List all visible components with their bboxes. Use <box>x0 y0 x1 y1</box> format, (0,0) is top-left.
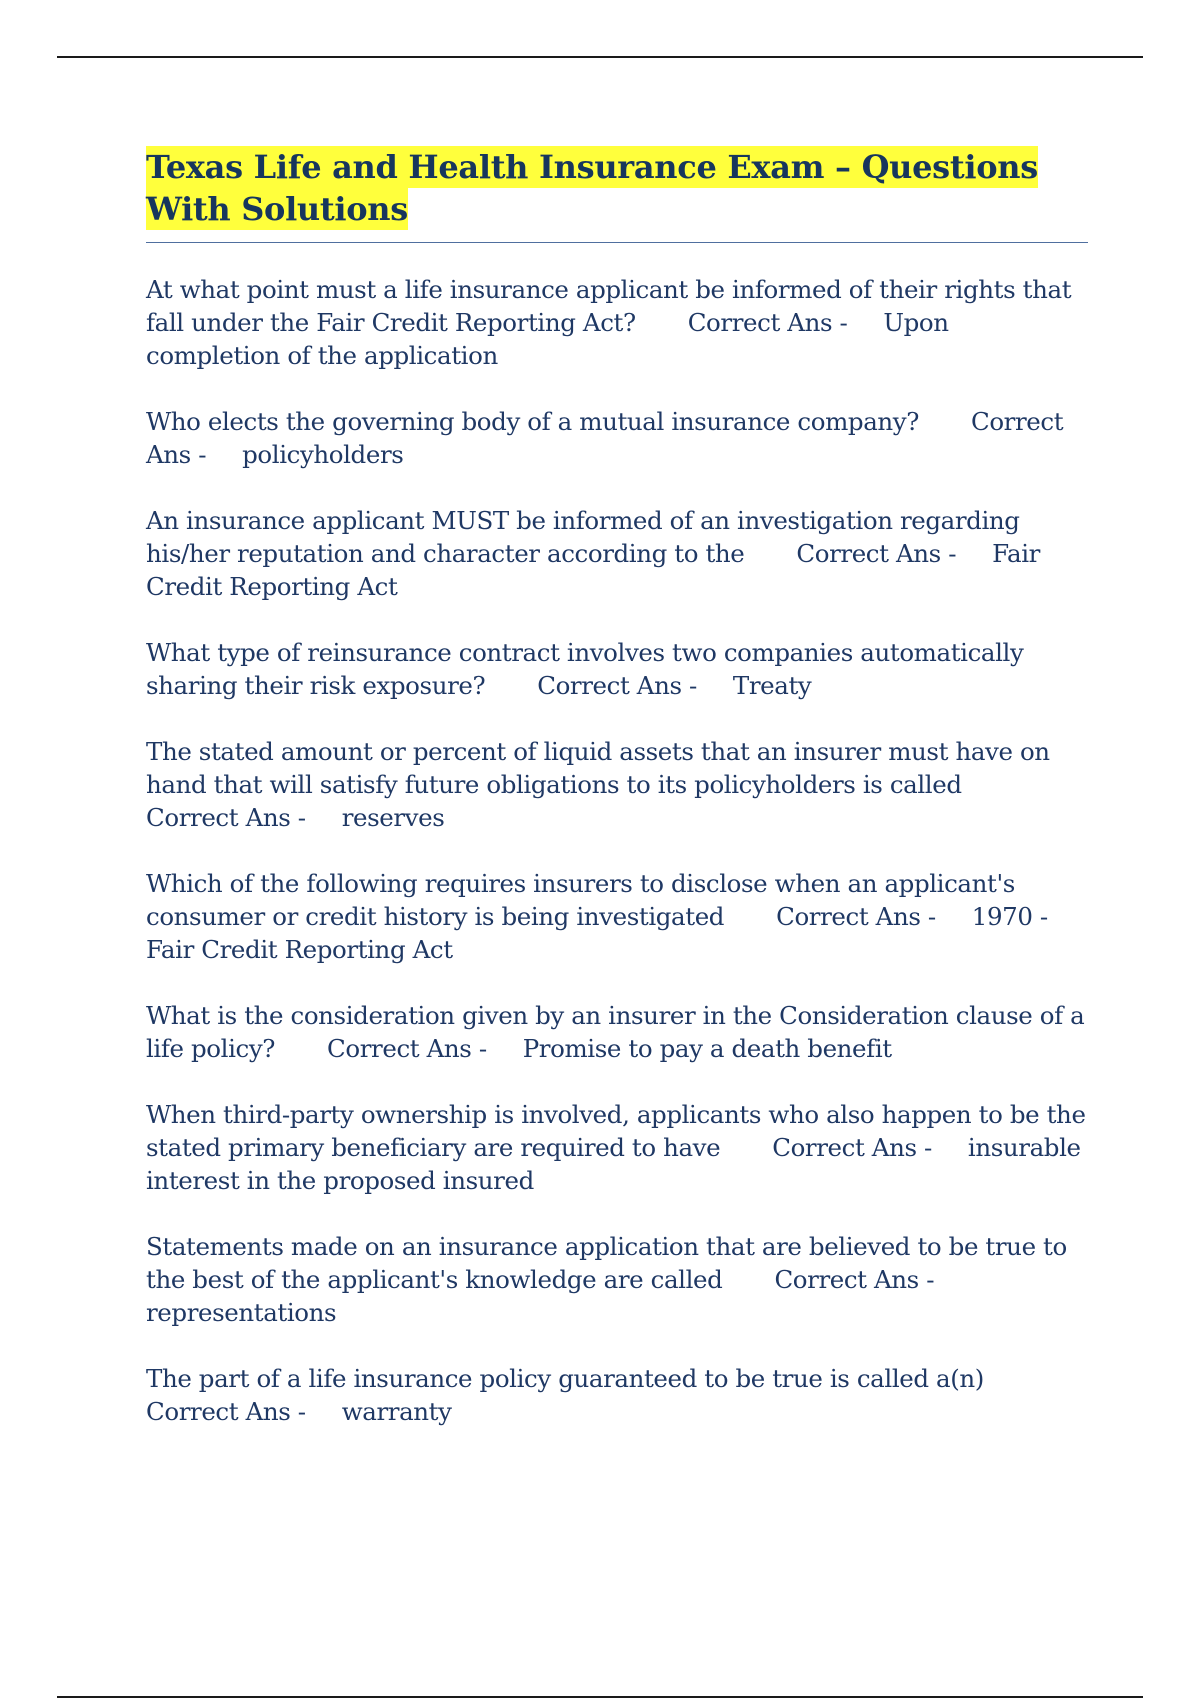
question-text: Which of the following requires insurers to disclose when an applicant's consumer or credit history is being investigated <box>146 869 1015 931</box>
answer-text: Fair Credit Reporting Act <box>146 539 1040 601</box>
answer-text: warranty <box>341 1397 452 1426</box>
question-text: Statements made on an insurance application that are believed to be true to the best of the applicant's knowledge are called <box>146 1232 1067 1294</box>
answer-label: Correct Ans - <box>146 1397 306 1426</box>
header-rule <box>57 56 1143 58</box>
title-text: Texas Life and Health Insurance Exam – Questions With Solutions <box>146 148 1038 228</box>
qa-item <box>146 504 1088 603</box>
qa-item <box>146 999 1088 1065</box>
qa-item <box>146 735 1088 834</box>
answer-text: policyholders <box>242 440 404 469</box>
answer-text: insurable interest in the proposed insured <box>146 1133 1081 1195</box>
question-text: What type of reinsurance contract involves two companies automatically sharing their risk exposure? <box>146 638 1024 700</box>
qa-list <box>146 273 1088 1428</box>
document-body <box>146 146 1088 1461</box>
question-text: The stated amount or percent of liquid assets that an insurer must have on hand that will satisfy future obligations to its policyholders is called <box>146 737 1050 799</box>
qa-item <box>146 636 1088 702</box>
answer-label: Correct Ans - <box>796 539 957 568</box>
footer-rule <box>57 1696 1143 1698</box>
answer-label: Correct Ans - <box>327 1034 487 1063</box>
qa-item <box>146 1098 1088 1197</box>
answer-text: reserves <box>341 803 445 832</box>
question-text: Who elects the governing body of a mutual insurance company? <box>146 407 919 436</box>
page-title <box>146 146 1088 230</box>
answer-label: Correct Ans - <box>776 902 936 931</box>
qa-item <box>146 405 1088 471</box>
answer-text: Promise to pay a death benefit <box>522 1034 892 1063</box>
answer-label: Correct Ans - <box>772 1133 932 1162</box>
question-text: The part of a life insurance policy guaranteed to be true is called a(n) <box>146 1364 984 1393</box>
question-text: An insurance applicant MUST be informed of an investigation regarding his/her reputation and character according to the <box>146 506 1020 568</box>
question-text: What is the consideration given by an insurer in the Consideration clause of a life policy? <box>146 1001 1085 1063</box>
qa-item <box>146 273 1088 372</box>
question-text: When third-party ownership is involved, applicants who also happen to be the stated primary beneficiary are required to have <box>146 1100 1086 1162</box>
answer-text: representations <box>146 1298 337 1327</box>
answer-label: Correct Ans - <box>774 1265 935 1294</box>
answer-label: Correct Ans - <box>537 671 697 700</box>
qa-item <box>146 867 1088 966</box>
title-underline <box>146 242 1088 243</box>
answer-text: 1970 - Fair Credit Reporting Act <box>146 902 1048 964</box>
answer-text: Treaty <box>732 671 812 700</box>
answer-text: Upon completion of the application <box>146 308 949 370</box>
qa-item <box>146 1362 1088 1428</box>
answer-label: Correct Ans - <box>146 407 1064 469</box>
question-text: At what point must a life insurance applicant be informed of their rights that fall under the Fair Credit Reporting Act? <box>146 275 1072 337</box>
qa-item <box>146 1230 1088 1329</box>
answer-label: Correct Ans - <box>687 308 848 337</box>
answer-label: Correct Ans - <box>146 803 306 832</box>
